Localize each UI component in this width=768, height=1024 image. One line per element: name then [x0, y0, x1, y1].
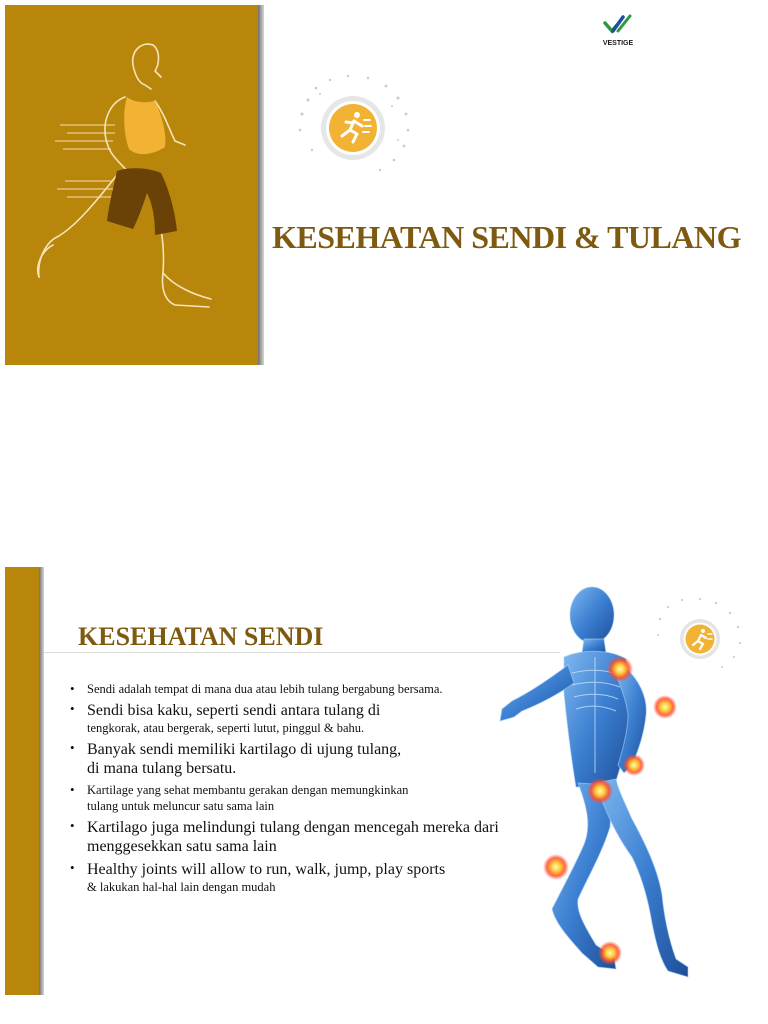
- slide-1: [0, 0, 768, 370]
- list-item: [70, 681, 540, 697]
- list-item-text: & lakukan hal-hal lain dengan mudah: [87, 880, 276, 894]
- gold-side-bar: [5, 567, 39, 995]
- list-item-text: Banyak sendi memiliki kartilago di ujung tulang,: [87, 741, 402, 758]
- slide-title: KESEHATAN SENDI: [78, 622, 324, 651]
- logo-text: VESTIGE: [602, 40, 634, 47]
- list-item: [70, 740, 540, 778]
- slide-2: [0, 565, 768, 1000]
- list-item-text: Kartilage yang sehat membantu gerakan dengan memungkinkan: [87, 783, 409, 797]
- slide-title: KESEHATAN SENDI & TULANG: [272, 219, 741, 255]
- panel-edge-rule: [258, 5, 264, 365]
- skeleton-runner-illustration: [492, 573, 692, 998]
- list-item-text: di mana tulang bersatu.: [87, 760, 237, 777]
- side-bar-edge-rule: [39, 567, 44, 995]
- joint-glow: [587, 778, 613, 804]
- list-item-text: Sendi bisa kaku, seperti sendi antara tulang di: [87, 702, 381, 719]
- bullet-icon: •: [70, 701, 75, 716]
- list-item: [70, 701, 540, 736]
- running-person-badge: [290, 70, 420, 180]
- list-item-text: tulang untuk meluncur satu sama lain: [87, 799, 275, 813]
- joint-glow: [623, 754, 645, 776]
- bullet-icon: •: [70, 860, 75, 875]
- list-item: [70, 782, 540, 814]
- bullet-icon: •: [70, 740, 75, 755]
- bullet-icon: •: [70, 782, 75, 797]
- list-item-text: menggesekkan satu sama lain: [87, 838, 277, 855]
- runner-illustration: [5, 5, 258, 365]
- joint-glow: [543, 854, 569, 880]
- list-item: [70, 818, 540, 856]
- list-item: [70, 860, 540, 895]
- joint-glow: [598, 941, 622, 965]
- title-divider: [44, 652, 560, 653]
- vestige-logo: [596, 14, 640, 47]
- bullet-icon: •: [70, 818, 75, 833]
- list-item-text: Sendi adalah tempat di mana dua atau lebih tulang bergabung bersama.: [87, 682, 443, 696]
- checkmark-logo-icon: [603, 14, 633, 34]
- list-item-text: tengkorak, atau bergerak, seperti lutut, pinggul & bahu.: [87, 721, 365, 735]
- joint-glow: [653, 695, 677, 719]
- bullet-list: [70, 681, 540, 899]
- list-item-text: Kartilago juga melindungi tulang dengan mencegah mereka dari: [87, 819, 499, 836]
- list-item-text: Healthy joints will allow to run, walk, jump, play sports: [87, 861, 446, 878]
- joint-glow: [607, 656, 633, 682]
- bullet-icon: •: [70, 681, 75, 696]
